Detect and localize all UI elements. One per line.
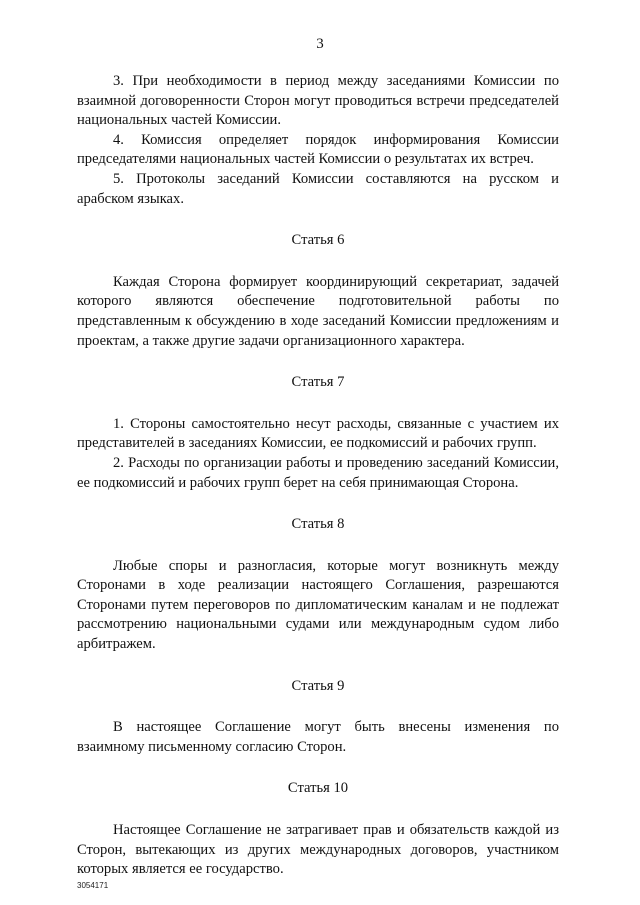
article-10-heading: Статья 10	[287, 780, 349, 797]
paragraph-5-5: 5. Протоколы заседаний Комиссии составляются на русском и арабском языках.	[77, 170, 559, 207]
page-number: 3	[316, 36, 324, 52]
article-9-heading: Статья 9	[291, 677, 345, 694]
document-code: 3054171	[77, 881, 109, 890]
paragraph-5-3: 3. При необходимости в период между заседаниями Комиссии по взаимной договоренности Сторон могут проводиться встречи председателей национальных частей Комиссии.	[77, 73, 559, 129]
article-6-heading: Статья 6	[291, 232, 345, 249]
article-10-paragraph: Настоящее Соглашение не затрагивает прав и обязательств каждой из Сторон, вытекающих из других международных договоров, участником которых является ее государство.	[77, 822, 559, 878]
article-7-paragraph-1: 1. Стороны самостоятельно несут расходы, связанные с участием их представителей в заседаниях Комиссии, ее подкомиссий и рабочих групп.	[77, 415, 559, 452]
document-body	[77, 72, 559, 880]
article-6-paragraph: Каждая Сторона формирует координирующий секретариат, задачей которого являются обеспечение подготовительной работы по представленным к обсуждению в ходе заседаний Комиссии предложениям и проектам, а также другие задачи организационного характера.	[77, 273, 559, 349]
article-7-paragraph-2: 2. Расходы по организации работы и проведению заседаний Комиссии, ее подкомиссий и рабочих групп берет на себя принимающая Сторона.	[77, 454, 559, 491]
article-7-heading: Статья 7	[291, 374, 345, 391]
article-8-paragraph: Любые споры и разногласия, которые могут возникнуть между Сторонами в ходе реализации настоящего Соглашения, разрешаются Сторонами путем переговоров по дипломатическим каналам и не подлежат рассмотрению национальными судами или международным судом либо арбитражем.	[77, 557, 559, 653]
article-8-heading: Статья 8	[291, 516, 345, 533]
paragraph-5-4: 4. Комиссия определяет порядок информирования Комиссии председателями национальных частей Комиссии о результатах их встреч.	[77, 131, 559, 168]
article-9-paragraph: В настоящее Соглашение могут быть внесены изменения по взаимному письменному согласию Сторон.	[77, 719, 559, 755]
